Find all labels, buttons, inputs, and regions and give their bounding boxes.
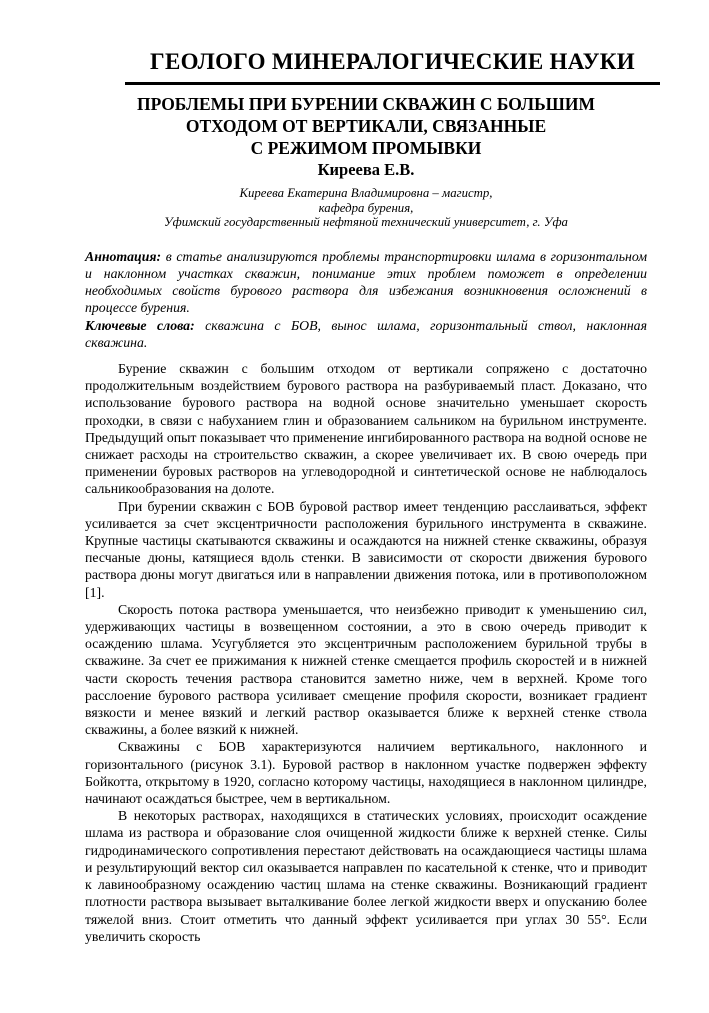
abstract-paragraph (85, 248, 647, 317)
affiliation-block (85, 186, 647, 230)
abstract-text: в статье анализируются проблемы транспортировки шлама в горизонтальном и наклонном участках скважин, понимание этих проблем поможет в определении необходимых свойств бурового раствора для избежания возникновения осложнений в процессе бурения. (85, 248, 648, 316)
article-header (85, 93, 647, 181)
affiliation-line-3: Уфимский государственный нефтяной технический университет, г. Уфа (164, 215, 568, 230)
body-paragraph-3: Скорость потока раствора уменьшается, что неизбежно приводит к уменьшению сил, удерживающих частицы в возвещенном состоянии, а это в свою очередь приводит к осаждению шлама. Усугубляется это эксцентричным расположением бурильной трубы в скважине. За счет ее прижимания к нижней стенке смещается профиль скоростей и в нижней части скорость течения раствора становится заметно ниже, чем в верхней. Кроме того расслоение бурового раствора усиливает смещение профиля скорости, возникает градиент вязкости и менее вязкий и легкий раствор оказывается ближе к верхней стенке ствола скважины, а более вязкий к нижней. (85, 601, 647, 738)
author-name: Киреева Е.В. (317, 160, 415, 179)
article-title-line-3: С РЕЖИМОМ ПРОМЫВКИ (250, 138, 482, 158)
section-header: ГЕОЛОГО МИНЕРАЛОГИЧЕСКИЕ НАУКИ (150, 49, 635, 74)
keywords-label: Ключевые слова: (85, 317, 195, 333)
body-paragraph-1: Бурение скважин с большим отходом от вертикали сопряжено с достаточно продолжительным воздействием бурового раствора на разбуриваемый пласт. Доказано, что использование бурового раствора на водной основе значительно уменьшает скорость проходки, в связи с набуханием глин и образованием сальником на бурильном инструменте. Предыдущий опыт показывает что применение ингибированного раствора на водной основе не снижает расходы на строительство скважин, а скорее увеличивает их. В свою очередь при применении буровых растворов на углеводородной и синтетической основе не наблюдалось сальникообразования на долоте. (85, 361, 647, 497)
body-paragraph-4: Скважины с БОВ характеризуются наличием вертикального, наклонного и горизонтального (рисунок 3.1). Буровой раствор в наклонном участке подвержен эффекту Бойкотта, открытому в 1920, согласно которому частицы, находящиеся в наклонном цилиндре, начинают осаждаться быстрее, чем в вертикальном. (85, 739, 647, 807)
abstract-keywords-block (85, 248, 647, 351)
affiliation-line-1: Киреева Екатерина Владимировна – магистр, (239, 186, 493, 200)
body-paragraph-2: При бурении скважин с БОВ буровой раствор имеет тенденцию расслаиваться, эффект усиливается за счет эксцентричности расположения бурильного инструмента в скважине. Крупные частицы скатываются скважины и осаждаются на нижней стенке скважины, образуя песчаные дюны, катящиеся вдоль стенки. В зависимости от скорости движения бурового раствора дюны могут двигаться или в направлении движения потока, или в противоположном [1]. (85, 498, 647, 600)
section-header-block (125, 49, 660, 85)
body-paragraph-5: В некоторых растворах, находящихся в статических условиях, происходит осаждение шлама из раствора и образование слоя очищенной жидкости ближе к верхней стенке. Силы гидродинамического сопротивления перестают действовать на осаждающиеся частицы шлама и результирующий вектор сил оказывается направлен по касательной к стенке, что и приводит к лавинообразному осаждению частиц шлама на стенке скважины. Возникающий градиент плотности раствора вызывает выталкивание более легкой жидкости вверх и опусканию более тяжелой вниз. Стоит отметить что данный эффект усиливается при углах 30 55°. Если увеличить скорость (85, 808, 647, 944)
article-title-line-1: ПРОБЛЕМЫ ПРИ БУРЕНИИ СКВАЖИН С БОЛЬШИМ (137, 94, 595, 114)
article-body (85, 360, 647, 945)
keywords-paragraph (85, 317, 647, 351)
abstract-label: Аннотация: (85, 248, 162, 264)
article-title-line-2: ОТХОДОМ ОТ ВЕРТИКАЛИ, СВЯЗАННЫЕ (185, 116, 547, 136)
keywords-text: скважина с БОВ, вынос шлама, горизонтальный ствол, наклонная скважина. (85, 317, 647, 350)
affiliation-line-2: кафедра бурения, (318, 200, 414, 215)
